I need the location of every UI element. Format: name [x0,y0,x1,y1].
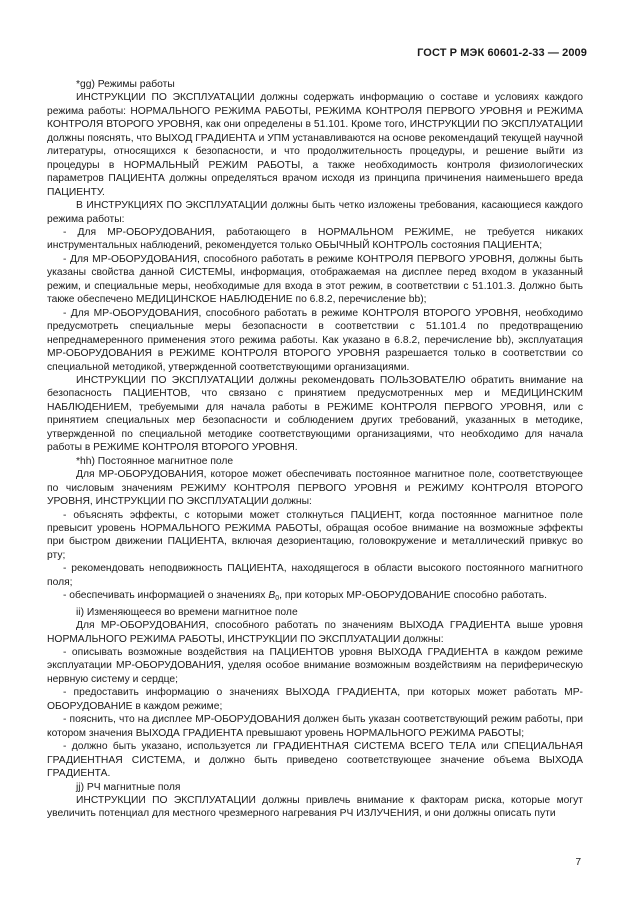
document-header: ГОСТ Р МЭК 60601-2-33 — 2009 [417,47,587,59]
list-item-b0 [47,589,583,605]
list-item: - Для МР-ОБОРУДОВАНИЯ, способного работать в режиме КОНТРОЛЯ ПЕРВОГО УРОВНЯ, должны быть указаны свойства данной СИСТЕМЫ, информация, отображаемая на дисплее перед входом в указанный режим, и специальные меры, необходимые для входа в этот режим, в соответствии с 51.101.3. Должно быть также обеспечено МЕДИЦИНСКОЕ НАБЛЮДЕНИЕ по 6.8.2, перечисление bb); [47,253,583,306]
paragraph: ИНСТРУКЦИИ ПО ЭКСПЛУАТАЦИИ должны рекомендовать ПОЛЬЗОВАТЕЛЮ обратить внимание на безопасность ПАЦИЕНТОВ, что связано с принятием предусмотренных мер и МЕДИЦИНСКИМ НАБЛЮДЕНИЕМ, требуемыми для начала работы в РЕЖИМЕ КОНТРОЛЯ ПЕРВОГО УРОВНЯ, или с принятием специальных мер безопасности и соблюдением других требований, указанных в методике, утвержденной по специальной методике соответствующими организациями, что необходимо для начала работы в РЕЖИМЕ КОНТРОЛЯ ВТОРОГО УРОВНЯ. [47,374,583,454]
list-item: - предоставить информацию о значениях ВЫХОДА ГРАДИЕНТА, при которых может работать МР-ОБОРУДОВАНИЕ в каждом режиме; [47,687,583,712]
list-item: - Для МР-ОБОРУДОВАНИЯ, способного работать в режиме КОНТРОЛЯ ВТОРОГО УРОВНЯ, необходимо предусмотреть специальные меры безопасности в соответствии с 51.101.4 по предотвращению непреднамеренного применения этого режима работы. Как указано в 6.8.2, перечисление bb), эксплуатация МР-ОБОРУДОВАНИЯ в РЕЖИМЕ КОНТРОЛЯ ВТОРОГО УРОВНЯ разрешается только в соответствии со специальной методикой, утвержденной соответствующими организациями. [47,307,583,373]
paragraph: ИНСТРУКЦИИ ПО ЭКСПЛУАТАЦИИ должны содержать информацию о составе и условиях каждого режима работы: НОРМАЛЬНОГО РЕЖИМА РАБОТЫ, РЕЖИМА КОНТРОЛЯ ПЕРВОГО УРОВНЯ и РЕЖИМА КОНТРОЛЯ ВТОРОГО УРОВНЯ, как они определены в 51.101. Кроме того, ИНСТРУКЦИИ ПО ЭКСПЛУАТАЦИИ должны пояснять, что ВЫХОД ГРАДИЕНТА и УПМ устанавливаются на основе рекомендаций текущей научной литературы, относящихся к безопасности, и что продолжительность процедуры, и решение выйти из процедуры в НОРМАЛЬНЫЙ РЕЖИМ РАБОТЫ, а также необходимость контроля физиологических параметров ПАЦИЕНТА должны определяться врачом исходя из принципа причинения наименьшего вреда ПАЦИЕНТУ. [47,92,583,198]
list-item-text: , при которых МР-ОБОРУДОВАНИЕ способно работать. [279,590,548,602]
paragraph: Для МР-ОБОРУДОВАНИЯ, которое может обеспечивать постоянное магнитное поле, соответствующее по числовым значениям РЕЖИМУ КОНТРОЛЯ ПЕРВОГО УРОВНЯ и РЕЖИМУ КОНТРОЛЯ ВТОРОГО УРОВНЯ, ИНСТРУКЦИИ ПО ЭКСПЛУАТАЦИИ должны: [47,469,583,508]
paragraph: ИНСТРУКЦИИ ПО ЭКСПЛУАТАЦИИ должны привлечь внимание к факторам риска, которые могут увеличить потенциал для местного чрезмерного нагревания РЧ ИЗЛУЧЕНИЯ, и они должны описать пути [47,795,583,820]
list-item: - пояснить, что на дисплее МР-ОБОРУДОВАНИЯ должен быть указан соответствующий режим работы, при котором значения ВЫХОДА ГРАДИЕНТА превышают уровень НОРМАЛЬНОГО РЕЖИМА РАБОТЫ; [47,714,583,739]
list-item: - рекомендовать неподвижность ПАЦИЕНТА, находящегося в области высокого постоянного магнитного поля; [47,563,583,588]
list-item: - должно быть указано, используется ли ГРАДИЕНТНАЯ СИСТЕМА ВСЕГО ТЕЛА или СПЕЦИАЛЬНАЯ ГРАДИЕНТНАЯ СИСТЕМА, и должно быть приведено соответствующее значение объема ВЫХОДА ГРАДИЕНТА. [47,741,583,780]
paragraph: Для МР-ОБОРУДОВАНИЯ, способного работать по значениям ВЫХОДА ГРАДИЕНТА выше уровня НОРМАЛЬНОГО РЕЖИМА РАБОТЫ, ИНСТРУКЦИИ ПО ЭКСПЛУАТАЦИИ должны: [47,620,583,645]
list-item: - объяснять эффекты, с которыми может столкнуться ПАЦИЕНТ, когда постоянное магнитное поле превысит уровень НОРМАЛЬНОГО РЕЖИМА РАБОТЫ, обращая особое внимание на возможные эффекты при быстром движении ПАЦИЕНТА, включая дезориентацию, головокружение и металлический привкус во рту; [47,509,583,561]
b0-subscript: 0 [275,595,280,603]
document-body [47,78,583,821]
list-item: - Для МР-ОБОРУДОВАНИЯ, работающего в НОРМАЛЬНОМ РЕЖИМЕ, не требуется никаких инструментальных наблюдений, рекомендуется только ОБЫЧНЫЙ КОНТРОЛЬ состояния ПАЦИЕНТА; [47,226,583,252]
list-item: - описывать возможные воздействия на ПАЦИЕНТОВ уровня ВЫХОДА ГРАДИЕНТА в каждом режиме эксплуатации МР-ОБОРУДОВАНИЯ, уделяя особое внимание возможным воздействиям на периферическую нервную систему и сердце; [47,647,583,685]
section-heading-gg: *gg) Режимы работы [76,79,175,90]
paragraph: В ИНСТРУКЦИЯХ ПО ЭКСПЛУАТАЦИИ должны быть четко изложены требования, касающиеся каждого режима работы: [47,200,583,225]
section-heading-hh: *hh) Постоянное магнитное поле [76,455,234,467]
b0-symbol: B [268,590,276,602]
list-item-text: - обеспечивать информацией о значениях [63,590,269,602]
section-heading-jj: jj) РЧ магнитные поля [76,781,181,793]
page-number: 7 [575,857,581,868]
section-heading-ii: ii) Изменяющееся во времени магнитное поле [76,606,298,618]
